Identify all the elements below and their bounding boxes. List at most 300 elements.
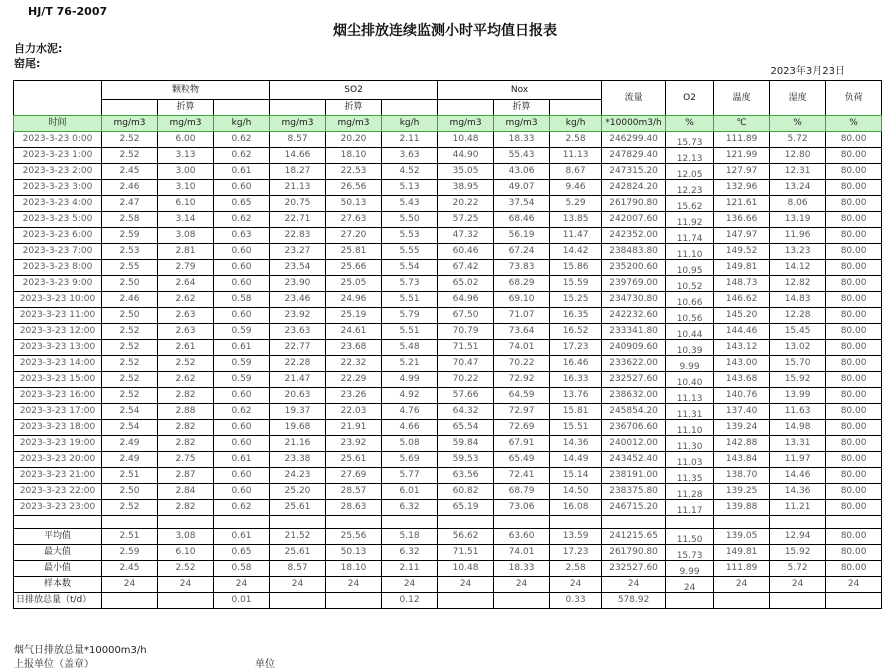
cell: 24 xyxy=(158,577,214,593)
cell: 64.59 xyxy=(494,388,550,404)
table-row xyxy=(14,452,882,468)
cell: 4.52 xyxy=(382,164,438,180)
cell: 21.52 xyxy=(270,529,326,545)
cell: 2.75 xyxy=(158,452,214,468)
cell: 235200.60 xyxy=(602,260,666,276)
blank-row xyxy=(14,516,882,529)
table-row xyxy=(14,180,882,196)
cell: 15.81 xyxy=(550,404,602,420)
col-flow: 流量 xyxy=(602,81,666,116)
cell: 0.60 xyxy=(214,244,270,260)
col-temperature: 温度 xyxy=(714,81,770,116)
unit-cell: mg/m3 xyxy=(438,116,494,132)
cell: 59.53 xyxy=(438,452,494,468)
unit-cell: % xyxy=(666,116,714,132)
cell: 16.52 xyxy=(550,324,602,340)
cell: 2.53 xyxy=(102,244,158,260)
cell: 241215.65 xyxy=(602,529,666,545)
cell: 2023-3-23 21:00 xyxy=(14,468,102,484)
cell: 24 xyxy=(770,577,826,593)
cell: 0.58 xyxy=(214,292,270,308)
cell: 64.96 xyxy=(438,292,494,308)
cell xyxy=(666,593,714,609)
cell: 12.94 xyxy=(770,529,826,545)
cell: 23.63 xyxy=(270,324,326,340)
cell: 21.13 xyxy=(270,180,326,196)
cell: 14.83 xyxy=(770,292,826,308)
cell: 22.83 xyxy=(270,228,326,244)
cell: 4.66 xyxy=(382,420,438,436)
cell: 63.60 xyxy=(494,529,550,545)
cell: 0.62 xyxy=(214,404,270,420)
cell: 22.03 xyxy=(326,404,382,420)
cell: 11.96 xyxy=(770,228,826,244)
cell: 2.87 xyxy=(158,468,214,484)
cell: 平均值 xyxy=(14,529,102,545)
cell: 24 xyxy=(270,577,326,593)
cell: 2.55 xyxy=(102,260,158,276)
cell: 2.46 xyxy=(102,292,158,308)
cell: 71.51 xyxy=(438,340,494,356)
cell: 2.45 xyxy=(102,561,158,577)
cell: 25.05 xyxy=(326,276,382,292)
cell: 24 xyxy=(714,577,770,593)
cell: 2.50 xyxy=(102,484,158,500)
cell: 37.54 xyxy=(494,196,550,212)
cell: 6.00 xyxy=(158,132,214,148)
cell: 136.66 xyxy=(714,212,770,228)
cell xyxy=(270,516,326,529)
cell: 15.62 xyxy=(666,196,714,212)
cell: 28.63 xyxy=(326,500,382,516)
cell: 11.17 xyxy=(666,500,714,516)
cell: 149.81 xyxy=(714,545,770,561)
cell: 28.57 xyxy=(326,484,382,500)
cell: 3.10 xyxy=(158,180,214,196)
cell: 27.20 xyxy=(326,228,382,244)
cell: 11.13 xyxy=(550,148,602,164)
cell: 18.10 xyxy=(326,148,382,164)
cell: 2023-3-23 19:00 xyxy=(14,436,102,452)
cell: 3.14 xyxy=(158,212,214,228)
cell: 2.63 xyxy=(158,324,214,340)
cell: 5.50 xyxy=(382,212,438,228)
cell: 80.00 xyxy=(826,388,882,404)
cell: 26.56 xyxy=(326,180,382,196)
cell: 5.55 xyxy=(382,244,438,260)
cell: 2.52 xyxy=(102,148,158,164)
col-o2: O2 xyxy=(666,81,714,116)
cell: 12.23 xyxy=(666,180,714,196)
cell: 5.48 xyxy=(382,340,438,356)
cell: 65.19 xyxy=(438,500,494,516)
cell: 2.11 xyxy=(382,561,438,577)
cell: 2023-3-23 15:00 xyxy=(14,372,102,388)
cell: 140.76 xyxy=(714,388,770,404)
cell: 2.49 xyxy=(102,452,158,468)
cell: 80.00 xyxy=(826,324,882,340)
cell: 49.07 xyxy=(494,180,550,196)
cell: 11.10 xyxy=(666,420,714,436)
cell: 样本数 xyxy=(14,577,102,593)
cell: 247829.40 xyxy=(602,148,666,164)
cell xyxy=(826,593,882,609)
cell: 2.82 xyxy=(158,388,214,404)
cell: 12.31 xyxy=(770,164,826,180)
cell: 13.19 xyxy=(770,212,826,228)
cell: 57.25 xyxy=(438,212,494,228)
cell xyxy=(770,516,826,529)
cell: 23.90 xyxy=(270,276,326,292)
cell: 2.64 xyxy=(158,276,214,292)
cell: 2.52 xyxy=(102,132,158,148)
unit-cell: *10000m3/h xyxy=(602,116,666,132)
cell: 2023-3-23 18:00 xyxy=(14,420,102,436)
cell: 232527.60 xyxy=(602,561,666,577)
cell: 43.06 xyxy=(494,164,550,180)
cell: 147.97 xyxy=(714,228,770,244)
cell: 24.23 xyxy=(270,468,326,484)
cell: 2.82 xyxy=(158,420,214,436)
cell: 238191.00 xyxy=(602,468,666,484)
table-row xyxy=(14,388,882,404)
cell: 15.25 xyxy=(550,292,602,308)
cell: 67.50 xyxy=(438,308,494,324)
cell: 80.00 xyxy=(826,148,882,164)
cell: 11.28 xyxy=(666,484,714,500)
cell: 80.00 xyxy=(826,196,882,212)
cell: 2023-3-23 4:00 xyxy=(14,196,102,212)
cell: 80.00 xyxy=(826,356,882,372)
cell: 242232.60 xyxy=(602,308,666,324)
cell: 80.00 xyxy=(826,228,882,244)
cell: 0.62 xyxy=(214,212,270,228)
cell: 2.50 xyxy=(102,308,158,324)
cell: 68.29 xyxy=(494,276,550,292)
cell: 6.01 xyxy=(382,484,438,500)
cell: 73.06 xyxy=(494,500,550,516)
cell: 25.56 xyxy=(326,529,382,545)
cell: 0.60 xyxy=(214,468,270,484)
table-row xyxy=(14,500,882,516)
cell: 23.27 xyxy=(270,244,326,260)
cell: 25.66 xyxy=(326,260,382,276)
cell: 13.59 xyxy=(550,529,602,545)
cell: 25.81 xyxy=(326,244,382,260)
cell: 6.32 xyxy=(382,500,438,516)
summary-row xyxy=(14,529,882,545)
cell: 72.97 xyxy=(494,404,550,420)
cell: 2.88 xyxy=(158,404,214,420)
cell: 240909.60 xyxy=(602,340,666,356)
cell: 11.03 xyxy=(666,452,714,468)
cell: 24.61 xyxy=(326,324,382,340)
unit-cell: ℃ xyxy=(714,116,770,132)
table-row xyxy=(14,372,882,388)
cell: 60.82 xyxy=(438,484,494,500)
cell: 4.76 xyxy=(382,404,438,420)
cell: 71.07 xyxy=(494,308,550,324)
cell: 80.00 xyxy=(826,340,882,356)
cell: 2.46 xyxy=(102,180,158,196)
converted-label: 折算 xyxy=(494,100,550,116)
cell: 2.49 xyxy=(102,436,158,452)
cell: 143.68 xyxy=(714,372,770,388)
cell: 14.49 xyxy=(550,452,602,468)
cell: 19.68 xyxy=(270,420,326,436)
cell: 2.84 xyxy=(158,484,214,500)
cell: 25.61 xyxy=(326,452,382,468)
cell: 20.75 xyxy=(270,196,326,212)
cell: 2.50 xyxy=(102,276,158,292)
cell: 132.96 xyxy=(714,180,770,196)
cell: 12.13 xyxy=(666,148,714,164)
cell: 44.90 xyxy=(438,148,494,164)
unit-cell: kg/h xyxy=(382,116,438,132)
cell: 24 xyxy=(382,577,438,593)
cell: 24 xyxy=(326,577,382,593)
cell: 19.37 xyxy=(270,404,326,420)
cell: 2.47 xyxy=(102,196,158,212)
cell: 70.79 xyxy=(438,324,494,340)
cell: 24 xyxy=(102,577,158,593)
cell: 5.51 xyxy=(382,292,438,308)
cell: 25.61 xyxy=(270,545,326,561)
cell: 80.00 xyxy=(826,468,882,484)
cell: 21.91 xyxy=(326,420,382,436)
unit-cell: mg/m3 xyxy=(494,116,550,132)
cell: 144.46 xyxy=(714,324,770,340)
cell: 10.95 xyxy=(666,260,714,276)
cell: 72.41 xyxy=(494,468,550,484)
cell: 14.66 xyxy=(270,148,326,164)
cell: 148.73 xyxy=(714,276,770,292)
cell: 80.00 xyxy=(826,212,882,228)
cell: 0.61 xyxy=(214,529,270,545)
cell: 80.00 xyxy=(826,276,882,292)
cell: 242007.60 xyxy=(602,212,666,228)
cell: 2.82 xyxy=(158,500,214,516)
cell: 2.45 xyxy=(102,164,158,180)
cell: 5.72 xyxy=(770,561,826,577)
cell: 149.52 xyxy=(714,244,770,260)
unit-cell: mg/m3 xyxy=(158,116,214,132)
cell: 10.52 xyxy=(666,276,714,292)
cell: 0.62 xyxy=(214,148,270,164)
cell: 0.60 xyxy=(214,180,270,196)
cell: 15.92 xyxy=(770,545,826,561)
cell: 11.47 xyxy=(550,228,602,244)
cell: 0.63 xyxy=(214,228,270,244)
cell: 24 xyxy=(826,577,882,593)
cell: 22.29 xyxy=(326,372,382,388)
cell: 15.86 xyxy=(550,260,602,276)
cell: 5.08 xyxy=(382,436,438,452)
cell: 232527.60 xyxy=(602,372,666,388)
cell: 240012.00 xyxy=(602,436,666,452)
cell: 13.76 xyxy=(550,388,602,404)
cell: 80.00 xyxy=(826,292,882,308)
cell: 65.02 xyxy=(438,276,494,292)
cell: 143.84 xyxy=(714,452,770,468)
cell: 0.61 xyxy=(214,452,270,468)
cell xyxy=(602,516,666,529)
cell: 139.88 xyxy=(714,500,770,516)
cell xyxy=(158,516,214,529)
summary-row xyxy=(14,577,882,593)
cell: 2.51 xyxy=(102,468,158,484)
cell: 27.69 xyxy=(326,468,382,484)
cell: 2023-3-23 20:00 xyxy=(14,452,102,468)
cell: 2.79 xyxy=(158,260,214,276)
cell: 0.59 xyxy=(214,324,270,340)
cell: 80.00 xyxy=(826,260,882,276)
cell: 73.83 xyxy=(494,260,550,276)
cell: 2023-3-23 12:00 xyxy=(14,324,102,340)
cell: 20.63 xyxy=(270,388,326,404)
cell: 70.22 xyxy=(438,372,494,388)
cell: 50.13 xyxy=(326,196,382,212)
cell: 5.79 xyxy=(382,308,438,324)
cell: 5.69 xyxy=(382,452,438,468)
cell: 27.63 xyxy=(326,212,382,228)
table-row xyxy=(14,244,882,260)
cell: 243452.40 xyxy=(602,452,666,468)
cell xyxy=(270,593,326,609)
cell: 8.67 xyxy=(550,164,602,180)
cell: 72.69 xyxy=(494,420,550,436)
cell: 14.36 xyxy=(770,484,826,500)
unit-header-row xyxy=(14,116,882,132)
cell: 20.20 xyxy=(326,132,382,148)
cell: 0.65 xyxy=(214,545,270,561)
cell: 24 xyxy=(438,577,494,593)
cell: 2.59 xyxy=(102,228,158,244)
cell: 139.25 xyxy=(714,484,770,500)
cell: 2.52 xyxy=(158,561,214,577)
report-table xyxy=(13,80,882,609)
cell xyxy=(438,593,494,609)
cell: 5.73 xyxy=(382,276,438,292)
cell: 25.20 xyxy=(270,484,326,500)
table-row xyxy=(14,468,882,484)
cell: 25.19 xyxy=(326,308,382,324)
cell: 0.62 xyxy=(214,132,270,148)
cell: 13.99 xyxy=(770,388,826,404)
cell: 18.27 xyxy=(270,164,326,180)
cell: 80.00 xyxy=(826,436,882,452)
cell: 242824.20 xyxy=(602,180,666,196)
flue-gas-total-note: 烟气日排放总量*10000m3/h xyxy=(14,645,147,656)
cell: 15.59 xyxy=(550,276,602,292)
cell: 2023-3-23 6:00 xyxy=(14,228,102,244)
table-row xyxy=(14,324,882,340)
cell: 2023-3-23 7:00 xyxy=(14,244,102,260)
cell xyxy=(714,516,770,529)
cell: 22.53 xyxy=(326,164,382,180)
cell xyxy=(158,593,214,609)
cell: 11.31 xyxy=(666,404,714,420)
cell: 11.10 xyxy=(666,244,714,260)
cell: 80.00 xyxy=(826,500,882,516)
cell: 0.61 xyxy=(214,164,270,180)
cell: 69.10 xyxy=(494,292,550,308)
cell: 24 xyxy=(550,577,602,593)
cell: 238375.80 xyxy=(602,484,666,500)
cell: 67.91 xyxy=(494,436,550,452)
cell: 2.52 xyxy=(102,340,158,356)
cell: 0.59 xyxy=(214,372,270,388)
cell: 25.61 xyxy=(270,500,326,516)
cell: 9.99 xyxy=(666,561,714,577)
cell: 80.00 xyxy=(826,484,882,500)
cell: 74.01 xyxy=(494,545,550,561)
cell: 4.99 xyxy=(382,372,438,388)
cell: 2.52 xyxy=(102,356,158,372)
cell: 233341.80 xyxy=(602,324,666,340)
converted-label: 折算 xyxy=(158,100,214,116)
cell: 0.61 xyxy=(214,340,270,356)
cell: 80.00 xyxy=(826,372,882,388)
unit-cell: kg/h xyxy=(550,116,602,132)
cell: 15.92 xyxy=(770,372,826,388)
cell: 2023-3-23 1:00 xyxy=(14,148,102,164)
cell: 0.60 xyxy=(214,308,270,324)
cell xyxy=(550,100,602,116)
cell xyxy=(214,100,270,116)
cell xyxy=(550,516,602,529)
cell: 6.32 xyxy=(382,545,438,561)
unit-cell: kg/h xyxy=(214,116,270,132)
cell: 23.38 xyxy=(270,452,326,468)
cell: 11.35 xyxy=(666,468,714,484)
cell: 137.40 xyxy=(714,404,770,420)
cell: 10.44 xyxy=(666,324,714,340)
table-row xyxy=(14,420,882,436)
group-header-row xyxy=(14,81,882,100)
cell xyxy=(214,516,270,529)
cell xyxy=(666,516,714,529)
cell: 233622.00 xyxy=(602,356,666,372)
cell: 2023-3-23 17:00 xyxy=(14,404,102,420)
cell: 0.60 xyxy=(214,436,270,452)
table-row xyxy=(14,356,882,372)
cell: 2023-3-23 22:00 xyxy=(14,484,102,500)
standard-number: HJ/T 76-2007 xyxy=(28,5,108,18)
cell: 238483.80 xyxy=(602,244,666,260)
cell: 73.64 xyxy=(494,324,550,340)
cell: 11.50 xyxy=(666,529,714,545)
cell: 2023-3-23 13:00 xyxy=(14,340,102,356)
cell: 2.52 xyxy=(102,500,158,516)
table-row xyxy=(14,404,882,420)
cell xyxy=(102,593,158,609)
cell: 11.74 xyxy=(666,228,714,244)
cell: 2.63 xyxy=(158,308,214,324)
cell: 11.13 xyxy=(666,388,714,404)
cell: 21.47 xyxy=(270,372,326,388)
cell: 12.80 xyxy=(770,148,826,164)
cell: 0.60 xyxy=(214,484,270,500)
cell: 80.00 xyxy=(826,452,882,468)
cell: 9.99 xyxy=(666,356,714,372)
cell: 67.24 xyxy=(494,244,550,260)
cell: 24.96 xyxy=(326,292,382,308)
cell: 14.98 xyxy=(770,420,826,436)
cell: 2.51 xyxy=(102,529,158,545)
cell: 10.66 xyxy=(666,292,714,308)
cell: 15.51 xyxy=(550,420,602,436)
